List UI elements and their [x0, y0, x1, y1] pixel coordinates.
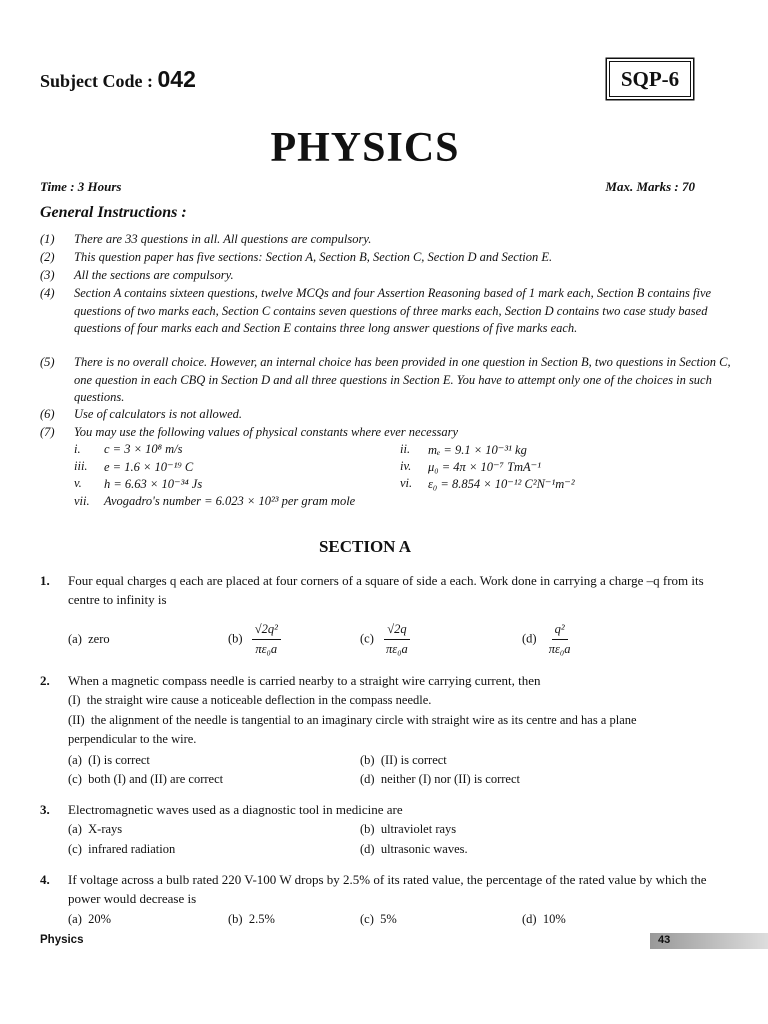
option-text: zero	[88, 632, 110, 646]
statement-label: (II)	[68, 713, 85, 727]
instruction-text: All the sections are compulsory.	[74, 268, 234, 282]
question-text: Electromagnetic waves used as a diagnostic tool in medicine are	[68, 802, 403, 817]
question-number: 1.	[40, 573, 50, 588]
instructions-heading: General Instructions :	[40, 204, 187, 221]
option-d	[360, 770, 520, 789]
option-text: ultrasonic waves.	[380, 842, 468, 856]
subject-code	[40, 66, 196, 93]
option-d	[360, 840, 468, 859]
instruction-text: This question paper has five sections: Section A, Section B, Section C, Section D and Section E.	[74, 250, 553, 264]
option-d	[522, 910, 566, 929]
option-a	[68, 820, 122, 839]
footer-subject: Physics	[40, 934, 84, 946]
option-text: neither (I) nor (II) is correct	[380, 772, 520, 786]
constant-value: ε₀ = 8.854 × 10⁻¹² C²N⁻¹m⁻²	[428, 477, 575, 491]
instruction-number: (7)	[40, 425, 55, 439]
option-label: (b)	[228, 912, 243, 926]
time-label: Time : 3 Hours	[40, 179, 122, 194]
instruction-item	[40, 424, 730, 442]
constant-num: i.	[74, 442, 81, 456]
instruction-item	[40, 267, 730, 285]
constant-value: h = 6.63 × 10⁻³⁴ Js	[104, 477, 203, 491]
instruction-number: (2)	[40, 250, 55, 264]
instruction-number: (4)	[40, 286, 55, 300]
question-text: If voltage across a bulb rated 220 V-100 W drops by 2.5% of its rated value, the percentage of the rated value by which the power would decrease is	[68, 872, 707, 906]
question-number: 2.	[40, 673, 50, 688]
option-c	[68, 840, 175, 859]
option-a	[68, 910, 111, 929]
option-label: (a)	[68, 822, 82, 836]
option-label: (c)	[68, 842, 82, 856]
option-label: (d)	[522, 631, 537, 646]
constant-value: e = 1.6 × 10⁻¹⁹ C	[104, 460, 194, 474]
instruction-item	[40, 406, 730, 424]
option-text: infrared radiation	[88, 842, 176, 856]
instruction-text: There is no overall choice. However, an internal choice has been provided in one question in Section B, two questions in Section C, one question in each CBQ in Section D and all three questions in Section E. You have to attempt only one of the choices in such questions.	[74, 355, 731, 404]
instruction-text: Use of calculators is not allowed.	[74, 407, 243, 421]
option-c	[68, 770, 223, 789]
option-label: (a)	[68, 912, 82, 926]
instruction-number: (1)	[40, 232, 55, 246]
option-text: 2.5%	[248, 912, 275, 926]
fraction	[252, 620, 281, 659]
option-b	[228, 620, 281, 659]
option-c	[360, 910, 397, 929]
option-label: (a)	[68, 632, 82, 646]
question-text: Four equal charges q each are placed at four corners of a square of side a each. Work done in carrying a charge –q from its centre to infinity is	[68, 573, 704, 607]
statement-1	[68, 691, 708, 710]
option-text: ultraviolet rays	[380, 822, 457, 836]
option-text: 20%	[88, 912, 112, 926]
question-number: 3.	[40, 802, 50, 817]
option-label: (c)	[68, 772, 82, 786]
option-label: (b)	[360, 822, 375, 836]
constant-value: μ₀ = 4π × 10⁻⁷ TmA⁻¹	[428, 460, 542, 474]
statement-label: (I)	[68, 693, 81, 707]
option-a	[68, 751, 150, 770]
option-label: (b)	[360, 753, 375, 767]
constant-num: v.	[74, 476, 82, 490]
option-label: (a)	[68, 753, 82, 767]
option-text: 10%	[542, 912, 566, 926]
constant-num: iv.	[400, 459, 412, 473]
option-text: (I) is correct	[88, 753, 150, 767]
fraction	[546, 620, 574, 659]
instruction-item	[40, 249, 730, 267]
option-label: (d)	[360, 772, 375, 786]
constant-num: iii.	[74, 459, 88, 473]
option-label: (c)	[360, 912, 374, 926]
numerator: √2q²	[252, 620, 281, 640]
numerator: q²	[552, 620, 568, 640]
option-text: X-rays	[88, 822, 123, 836]
subject-code-value: 042	[157, 66, 196, 92]
constant-num: vi.	[400, 476, 413, 490]
option-b	[228, 910, 275, 929]
denominator: πε₀a	[386, 642, 408, 656]
max-marks-label: Max. Marks : 70	[605, 179, 695, 194]
option-label: (d)	[360, 842, 375, 856]
statement-2	[68, 711, 708, 749]
fraction	[383, 620, 411, 659]
option-text: 5%	[380, 912, 397, 926]
page-number-bar	[650, 933, 768, 949]
option-c	[360, 620, 411, 659]
option-label: (c)	[360, 631, 374, 646]
instruction-number: (5)	[40, 355, 55, 369]
numerator: √2q	[384, 620, 409, 640]
constant-num: ii.	[400, 442, 411, 456]
instruction-item	[40, 231, 730, 249]
subject-code-label: Subject Code :	[40, 71, 153, 91]
page-title: PHYSICS	[270, 125, 460, 171]
option-text: both (I) and (II) are correct	[88, 772, 224, 786]
instruction-text: There are 33 questions in all. All questions are compulsory.	[74, 232, 372, 246]
option-label: (b)	[228, 631, 243, 646]
statement-text: the alignment of the needle is tangential to an imaginary circle with straight wire as its centre and has a plane perpendicular to the wire.	[68, 713, 637, 746]
option-b	[360, 751, 447, 770]
question-text: When a magnetic compass needle is carried nearby to a straight wire carrying current, then	[68, 673, 541, 688]
instruction-text: Section A contains sixteen questions, twelve MCQs and four Assertion Reasoning based of 1 mark each, Section B contains five questions of two marks each, Section C contains seven questions of three marks each, Section D contains two case study based questions of four marks each and Section E contains three long answer questions of five marks each.	[74, 286, 712, 335]
instruction-number: (3)	[40, 268, 55, 282]
instruction-text: You may use the following values of physical constants where ever necessary	[74, 425, 459, 439]
option-b	[360, 820, 456, 839]
denominator: πε₀a	[255, 642, 278, 656]
instruction-number: (6)	[40, 407, 55, 421]
page-number: 43	[658, 934, 671, 946]
option-text: (II) is correct	[380, 753, 447, 767]
question-number: 4.	[40, 872, 50, 887]
instruction-item	[40, 354, 730, 408]
option-label: (d)	[522, 912, 537, 926]
constant-num: vii.	[74, 494, 90, 508]
paper-code-box: SQP-6	[609, 61, 691, 97]
instruction-item	[40, 285, 730, 355]
option-a	[68, 630, 110, 649]
constant-value: c = 3 × 10⁸ m/s	[104, 442, 183, 456]
option-d	[522, 620, 574, 659]
statement-text: the straight wire cause a noticeable deflection in the compass needle.	[86, 693, 432, 707]
section-heading: SECTION A	[318, 537, 412, 556]
denominator: πε₀a	[548, 642, 571, 656]
constant-value: mₑ = 9.1 × 10⁻³¹ kg	[428, 443, 527, 457]
constant-value: Avogadro's number = 6.023 × 10²³ per gram mole	[104, 494, 356, 508]
